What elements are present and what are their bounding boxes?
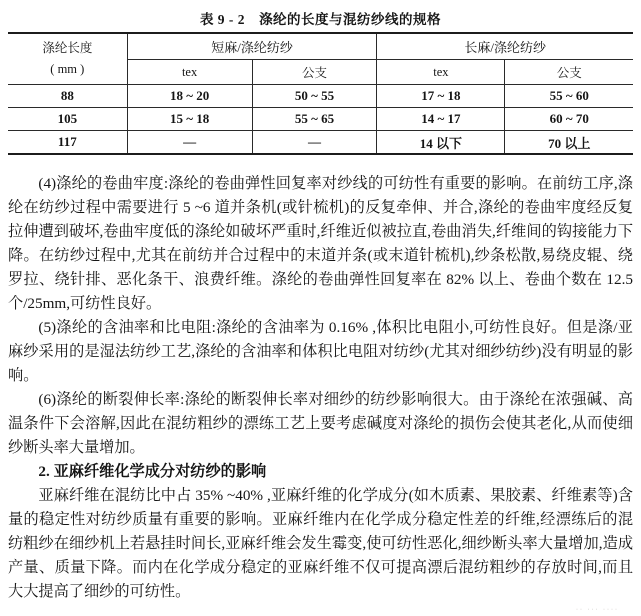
cell-short-tex: 18 ~ 20 [127,85,252,108]
cell-short-count: 55 ~ 65 [252,108,377,131]
cell-length: 88 [8,85,127,108]
cell-long-count: 55 ~ 60 [505,85,633,108]
table-row [8,131,633,155]
col-header-length [8,33,127,85]
print-artifact: ·· ··· ···· [576,607,619,613]
paragraph-7: 亚麻纤维在混纺比中占 35% ~40% ,亚麻纤维的化学成分(如木质素、果胶素、纤维素等)含量的稳定性对纺纱质量有重要的影响。亚麻纤维内在化学成分稳定性差的纤维,经漂练后的混纺粗纱在细纱机上若悬挂时间长,亚麻纤维会发生霉变,使可纺性恶化,细纱断头率大量增加,造成产量、质量下降。而内在化学成分稳定的亚麻纤维不仅可提高漂后混纺粗纱的存放时间,而且大大提高了细纱的可纺性。 [8,487,633,600]
cell-long-tex: 14 以下 [377,131,505,155]
paragraph-4: (4)涤纶的卷曲牢度:涤纶的卷曲弹性回复率对纱线的可纺性有重要的影响。在前纺工序,涤纶在纺纱过程中需要进行 5 ~6 道并条机(或针梳机)的反复牵伸、并合,涤纶的卷曲牢度经反复拉伸遭到破坏,卷曲牢度低的涤纶如破坏严重时,纤维近似被拉直,卷曲消失,纤维间的钩接能力下降。在纺纱过程中,尤其在前纺并合过程中的末道并条(或末道针梳机),纱条松散,易绕皮辊、绕罗拉、绕针排、恶化条干、浪费纤维。涤纶的卷曲弹性回复率在 82% 以上、卷曲个数在 12.5 个/25mm,可纺性良好。 [8,175,633,312]
col-group-long-flax: 长麻/涤纶纺纱 [377,33,633,60]
subcol-count-short: 公支 [252,60,377,85]
cell-long-tex: 17 ~ 18 [377,85,505,108]
table-caption: 涤纶的长度与混纺纱线的规格 [259,12,442,27]
table-row [8,85,633,108]
col-header-length-line1: 涤纶长度 [42,41,93,56]
subcol-tex-short: tex [127,60,252,85]
table-number: 表 9 - 2 [199,12,246,27]
col-group-short-flax: 短麻/涤纶纺纱 [127,33,377,60]
cell-short-count: 50 ~ 55 [252,85,377,108]
cell-long-count: 60 ~ 70 [505,108,633,131]
paragraph-6: (6)涤纶的断裂伸长率:涤纶的断裂伸长率对细纱的纺纱影响很大。由于涤纶在浓强碱、高温条件下会溶解,因此在混纺粗纱的漂练工艺上要考虑碱度对涤纶的损伤会使其老化,从而使细纱断头率大量增加。 [8,391,633,456]
cell-long-tex: 14 ~ 17 [377,108,505,131]
cell-long-count: 70 以上 [505,131,633,155]
cell-short-tex: 15 ~ 18 [127,108,252,131]
section-heading-2: 2. 亚麻纤维化学成分对纺纱的影响 [38,463,267,480]
subcol-count-long: 公支 [505,60,633,85]
cell-short-count: — [252,131,377,155]
cell-short-tex: — [127,131,252,155]
spec-table [8,32,633,155]
table-title [8,8,633,28]
subcol-tex-long: tex [377,60,505,85]
cell-length: 117 [8,131,127,155]
table-row [8,108,633,131]
paragraph-5: (5)涤纶的含油率和比电阻:涤纶的含油率为 0.16% ,体积比电阻小,可纺性良好。但是涤/亚麻纱采用的是湿法纺纱工艺,涤纶的含油率和体积比电阻对纺纱(尤其对细纱纺纱)没有明显的影响。 [8,319,633,384]
cell-length: 105 [8,108,127,131]
col-header-length-line2: ( mm ) [50,62,85,76]
body-text [8,172,633,604]
